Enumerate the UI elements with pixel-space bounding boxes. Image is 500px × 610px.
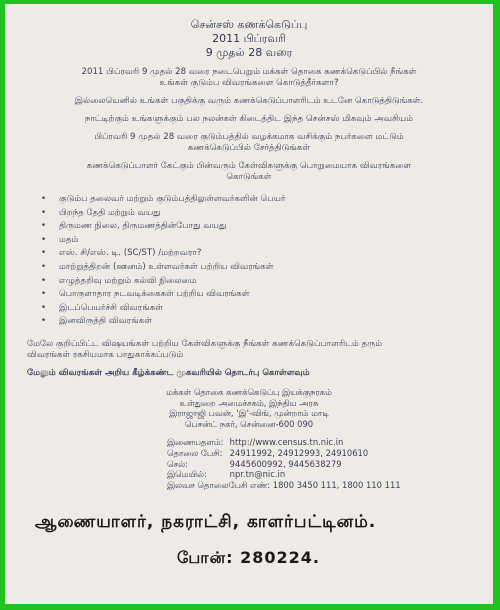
list-item: • குடும்ப தலைவர் மற்றும் குடும்பத்திலுள்ளவர்களின் பெயர் <box>41 193 471 207</box>
intro-paragraph-5: கணக்கெடுப்பாளர் கேட்கும் பின்வரும் கேள்விகளுக்கு பொறுமையாக விவரங்களை கொடுங்கள் <box>86 161 412 182</box>
address-block <box>27 387 471 429</box>
list-item: • இனவிருத்தி விவரங்கள் <box>41 315 471 329</box>
list-item: • இடப்பெயர்ச்சி விவரங்கள் <box>41 302 471 316</box>
cell-numbers: 9445600992, 9445638279 <box>229 458 342 469</box>
handwritten-office-line: ஆணையாளர், நகராட்சி, காளர்பட்டினம். <box>35 512 377 533</box>
email-address[interactable]: npr.tn@nic.in <box>229 469 286 480</box>
intro-paragraph-1: 2011 பிப்ரவரி 9 முதல் 28 வரை நடைபெறும் மக்கள் தொகை கணக்கெடுப்பில் நீங்கள் உங்கள் குடும்ப விவரங்களை கொடுத்தீர்களா? <box>81 67 417 88</box>
list-item: • பொருளாதார நடவடிக்கைகள் பற்றிய விவரங்கள் <box>41 288 471 302</box>
header <box>27 18 471 60</box>
email-row: இமெயில்: npr.tn@nic.in <box>167 469 286 480</box>
intro-paragraph-4: பிப்ரவரி 9 முதல் 28 வரை குடும்பத்தில் வழக்கமாக வசிக்கும் நபர்களை மட்டும் கணக்கெடுப்பில் சேர்த்திடுங்கள் <box>94 132 404 153</box>
list-item: • பிறந்த தேதி மற்றும் வயது <box>41 207 471 221</box>
contact-block <box>167 437 471 490</box>
website-row: இணையதளம்: http://www.census.tn.nic.in <box>167 437 344 448</box>
list-item: • மதம் <box>41 234 471 248</box>
address-line: இராஜாஜி பவன், 'இ'-விங், முன்றாம் மாடி <box>169 408 329 419</box>
cell-row: செல்: 9445600992, 9445638279 <box>167 458 342 469</box>
website-link[interactable]: http://www.census.tn.nic.in <box>229 437 344 448</box>
tollfree-row: இலவச தொலைபேசி எண்: 1800 3450 111, 1800 110 111 <box>167 479 401 490</box>
notice-sheet <box>5 4 493 604</box>
phone-row: தொலை பேசி: 24911992, 24912993, 24910610 <box>167 447 369 458</box>
intro-paragraph-2: இல்லையெனில் உங்கள் பகுதிக்கு வரும் கணக்கெடுப்பாளரிடம் உடனே கொடுத்திடுங்கள். <box>74 96 424 106</box>
question-list <box>27 193 471 329</box>
tollfree-numbers: 1800 3450 111, 1800 110 111 <box>272 479 401 490</box>
phone-numbers: 24911992, 24912993, 24910610 <box>229 447 369 458</box>
notice-year-month: 2011 பிப்ரவரி <box>212 32 286 45</box>
list-item: • திருமண நிலை, திருமணத்தின்போது வயது <box>41 220 471 234</box>
confidentiality-notice: மேலே குறிப்பிட்ட விஷயங்கள் பற்றிய கேள்விகளுக்கு நீங்கள் கணக்கெடுப்பாளரிடம் தரும் விவரங்கள் ரகசியமாக பாதுகாக்கப்படும் <box>27 338 383 360</box>
address-line: மக்கள் தொகை கணக்கெடுப்பு இயக்குநரகம் <box>166 386 332 397</box>
address-line: பெசன்ட் நகர், சென்னை-600 090 <box>184 418 314 429</box>
address-line: உள்துறை அமைச்சகம், இந்திய அரசு <box>179 397 319 408</box>
handwritten-phone-line: போன்: 280224. <box>177 548 320 568</box>
notice-dates: 9 முதல் 28 வரை <box>205 46 293 59</box>
list-item: • மாற்றுத்திறன் (ஊனம்) உள்ளவர்கள் பற்றிய விவரங்கள் <box>41 261 471 275</box>
more-info-heading: மேலும் விவரங்கள் அறிய கீழ்க்கண்ட முகவரியில் தொடர்பு கொள்ளவும் <box>27 367 310 378</box>
notice-title: சென்சஸ் கணக்கெடுப்பு <box>190 18 308 31</box>
list-item: • எழுத்தறிவு மற்றும் கல்வி நிலைமை <box>41 275 471 289</box>
list-item: • எஸ். சி/எஸ். டி. (SC/ST) /மற்றவரா? <box>41 247 471 261</box>
intro-paragraph-3: நாட்டிற்கும் உங்களுக்கும் பல நலன்கள் கிடைத்திட இந்த சென்சஸ் மிகவும் அவசியம் <box>84 114 414 124</box>
